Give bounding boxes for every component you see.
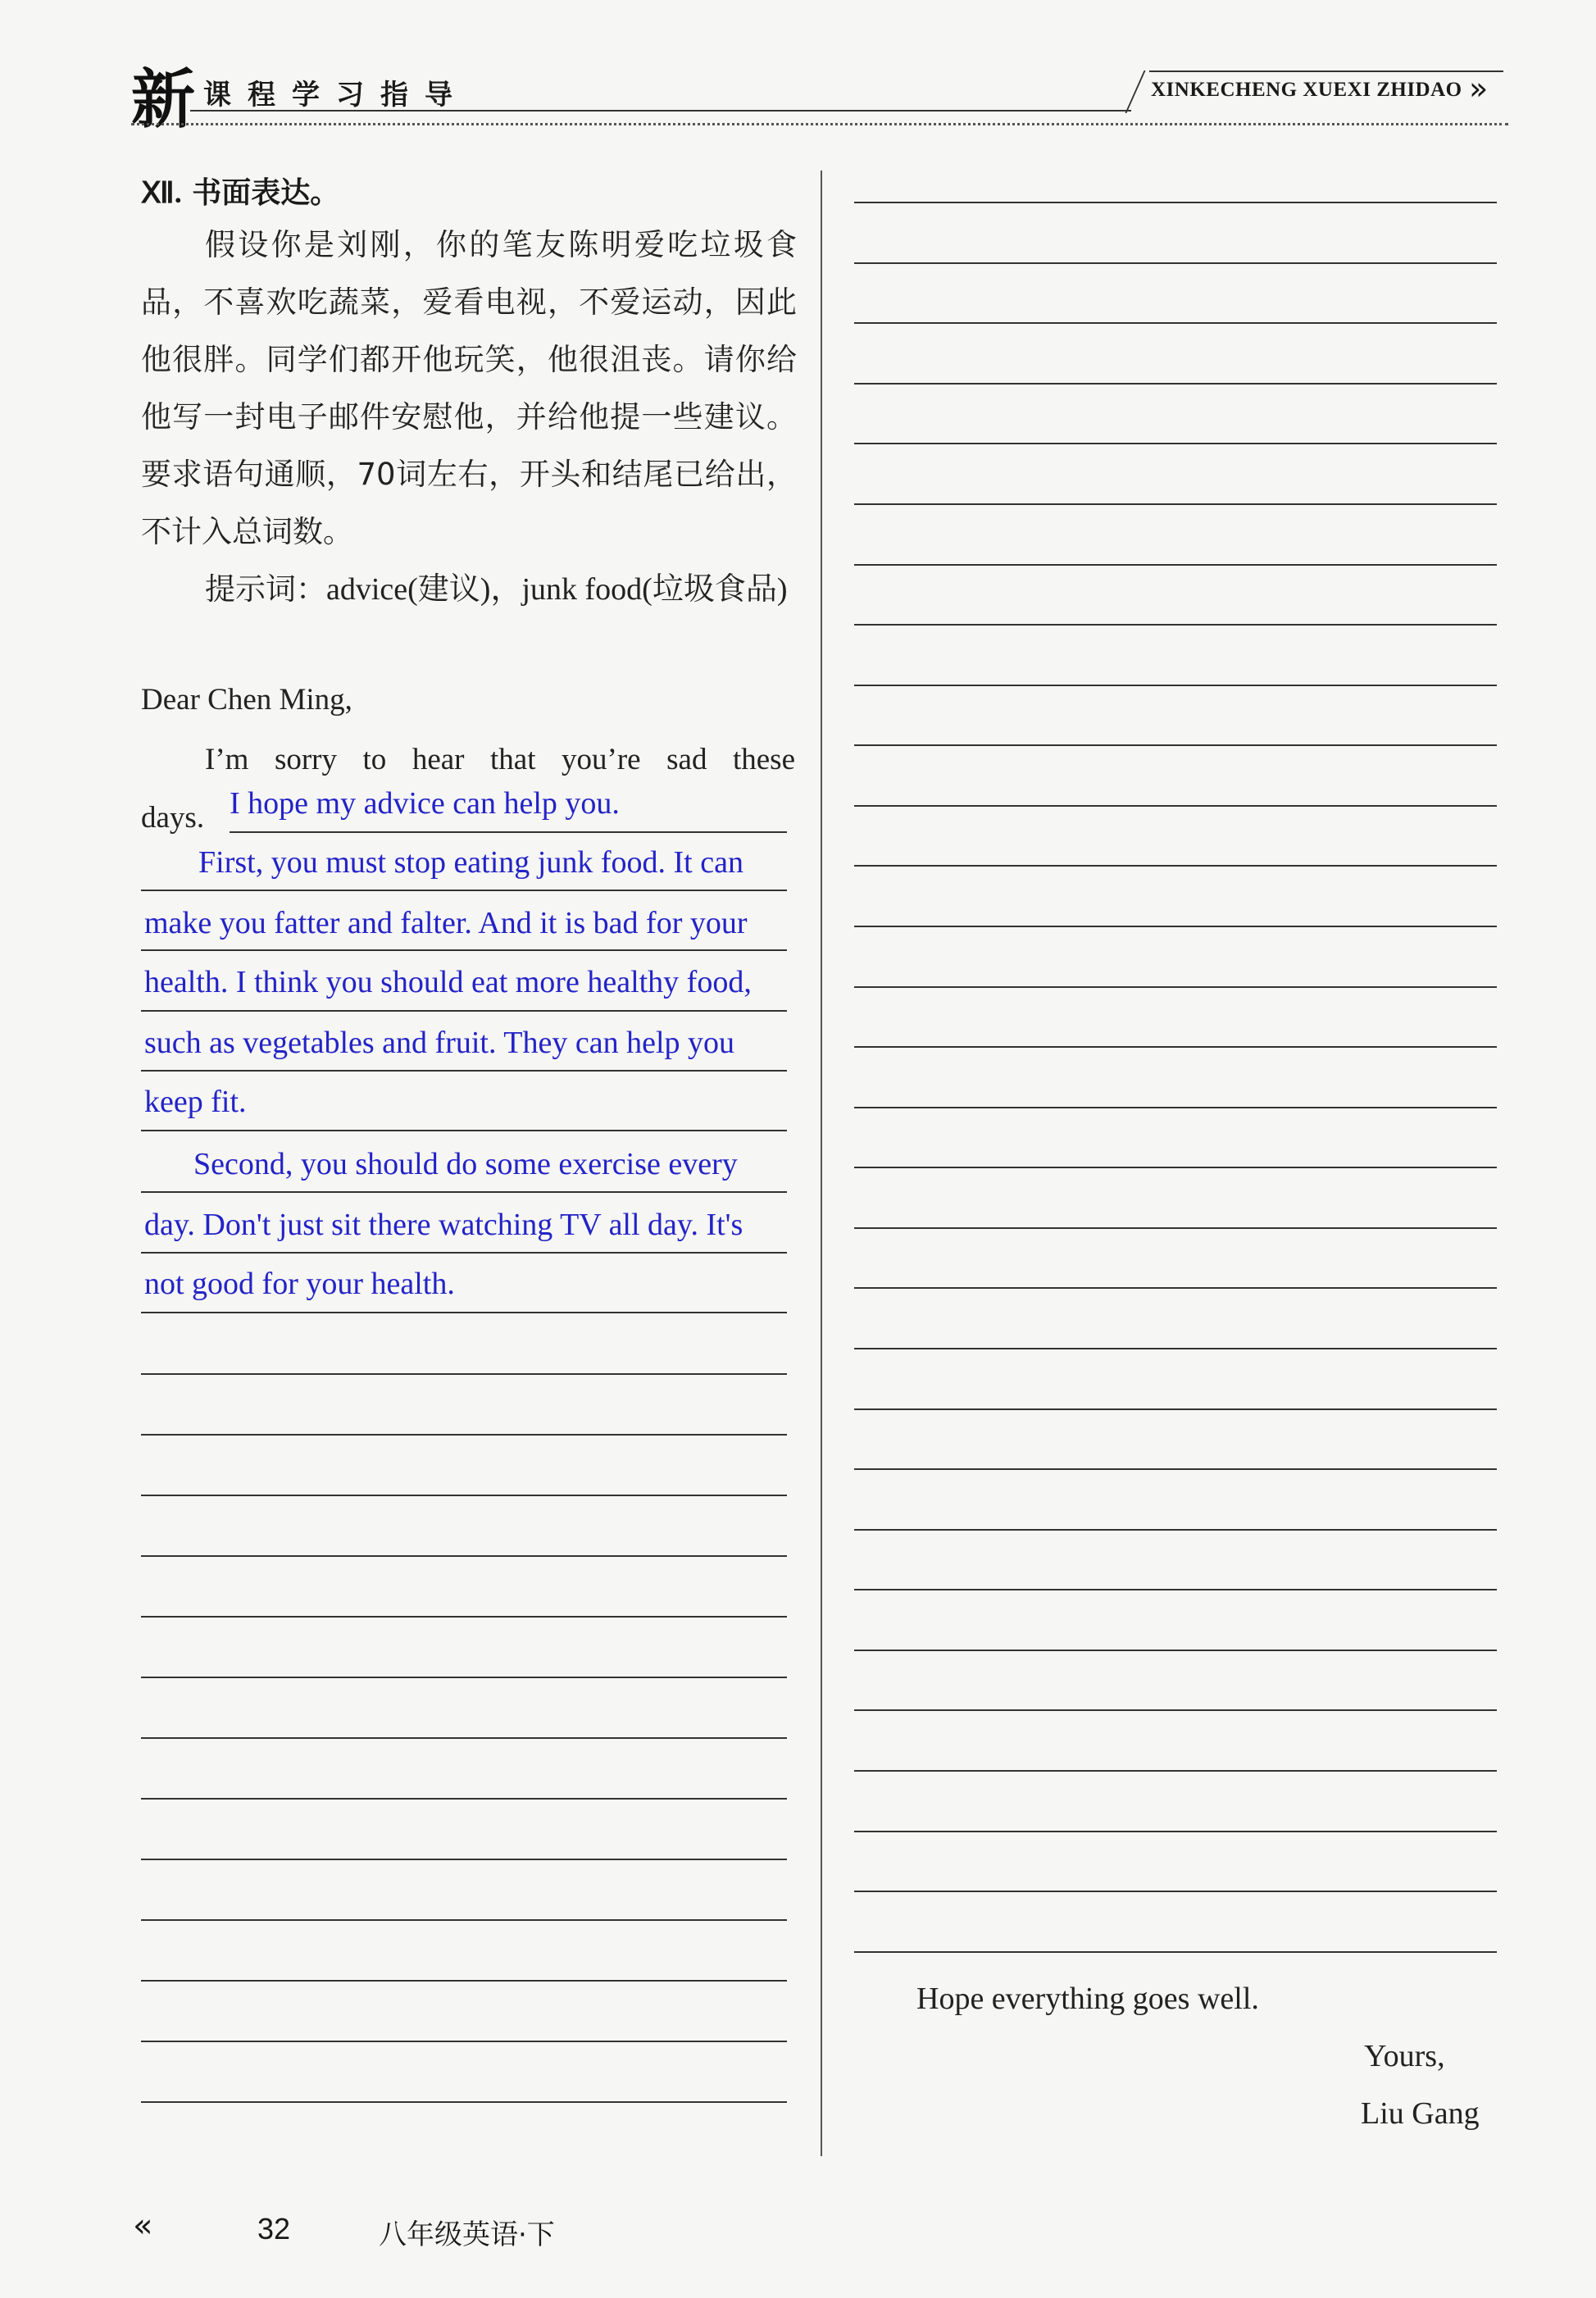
writing-line	[854, 262, 1497, 264]
writing-line	[854, 1107, 1497, 1108]
writing-line	[141, 1980, 787, 1982]
header-logo-char: 新	[131, 63, 194, 137]
page-number: 32	[257, 2212, 291, 2246]
writing-line	[141, 1677, 787, 1678]
writing-line	[854, 1227, 1497, 1229]
double-chevron-right-icon: »	[1469, 71, 1489, 107]
writing-line	[854, 383, 1497, 385]
writing-line	[141, 1010, 787, 1012]
letter-opening-tail: days.	[141, 801, 205, 835]
writing-line	[141, 1070, 787, 1072]
answer-line: keep fit.	[144, 1085, 247, 1119]
writing-line	[141, 1859, 787, 1860]
writing-line	[141, 1373, 787, 1375]
task-instructions: 假设你是刘刚，你的笔友陈明爱吃垃圾食品，不喜欢吃蔬菜，爱看电视，不爱运动，因此他很胖。同学们都开他玩笑，他很沮丧。请你给他写一封电子邮件安慰他，并给他提一些建议。要求语句通顺，70词左右，开头和结尾已给出，不计入总词数。	[141, 227, 797, 549]
writing-line	[854, 202, 1497, 203]
section-heading	[141, 170, 339, 212]
answer-line: Second, you should do some exercise every	[193, 1147, 738, 1181]
header-top-rule	[1149, 71, 1503, 72]
letter-opening-line: I’m sorry to hear that you’re sad these	[205, 743, 795, 776]
writing-line	[854, 443, 1497, 444]
writing-line	[854, 1287, 1497, 1289]
answer-line: First, you must stop eating junk food. It can	[198, 845, 743, 880]
header-english-title: XINKECHENG XUEXI ZHIDAO	[1151, 79, 1462, 101]
writing-line	[854, 744, 1497, 746]
writing-line	[141, 890, 787, 891]
answer-line: health. I think you should eat more healthy food,	[144, 965, 752, 999]
writing-line	[854, 865, 1497, 867]
writing-line	[141, 1919, 787, 1921]
writing-line	[141, 1434, 787, 1436]
writing-line	[230, 831, 787, 833]
writing-line	[854, 926, 1497, 927]
section-title: 书面表达。	[192, 176, 340, 210]
writing-line	[141, 2101, 787, 2103]
writing-line	[141, 2041, 787, 2042]
writing-line	[854, 1348, 1497, 1349]
answer-line: such as vegetables and fruit. They can help you	[144, 1026, 735, 1060]
letter-closing: Hope everything goes well.	[916, 1982, 1259, 2016]
writing-line	[141, 1798, 787, 1800]
writing-line	[141, 949, 787, 951]
letter-sign-off: Yours,	[1364, 2039, 1445, 2073]
writing-line	[854, 1529, 1497, 1531]
writing-line	[141, 1555, 787, 1557]
writing-line	[854, 685, 1497, 686]
writing-line	[854, 1891, 1497, 1892]
column-divider	[821, 171, 822, 2156]
book-title: 八年级英语·下	[379, 2218, 555, 2251]
writing-line	[854, 805, 1497, 807]
hint-word-list: advice(建议)，junk food(垃圾食品)	[326, 572, 788, 607]
writing-line	[141, 1130, 787, 1131]
writing-line	[141, 1495, 787, 1496]
writing-line	[854, 1167, 1497, 1168]
header-dotted-divider	[131, 123, 1508, 125]
answer-line: not good for your health.	[144, 1267, 455, 1301]
writing-line	[854, 564, 1497, 566]
hint-label: 提示词：	[205, 571, 326, 607]
writing-line	[854, 1468, 1497, 1470]
letter-signature: Liu Gang	[1361, 2096, 1480, 2131]
writing-line	[854, 1408, 1497, 1410]
writing-line	[854, 1589, 1497, 1590]
hint-words	[141, 561, 797, 618]
writing-line	[854, 1709, 1497, 1711]
header-slash	[1125, 71, 1145, 113]
letter-greeting: Dear Chen Ming,	[141, 683, 352, 717]
writing-line	[854, 624, 1497, 626]
writing-line	[854, 1046, 1497, 1048]
writing-line	[854, 1650, 1497, 1651]
double-chevron-left-icon: «	[133, 2207, 153, 2245]
header-rule	[190, 110, 1131, 111]
writing-line	[141, 1252, 787, 1254]
writing-line	[141, 1737, 787, 1739]
header-title: 课程学习指导	[203, 79, 469, 111]
writing-line	[854, 1831, 1497, 1832]
writing-line	[854, 986, 1497, 988]
answer-line: day. Don't just sit there watching TV all day. It's	[144, 1208, 743, 1242]
writing-line	[854, 503, 1497, 505]
answer-line: I hope my advice can help you.	[230, 786, 620, 821]
section-number: Ⅻ.	[141, 176, 182, 209]
writing-line	[854, 322, 1497, 324]
writing-line	[141, 1191, 787, 1193]
writing-line	[854, 1770, 1497, 1772]
answer-line: make you fatter and falter. And it is bad for your	[144, 906, 748, 940]
writing-line	[854, 1951, 1497, 1953]
writing-line	[141, 1616, 787, 1618]
writing-line	[141, 1312, 787, 1313]
